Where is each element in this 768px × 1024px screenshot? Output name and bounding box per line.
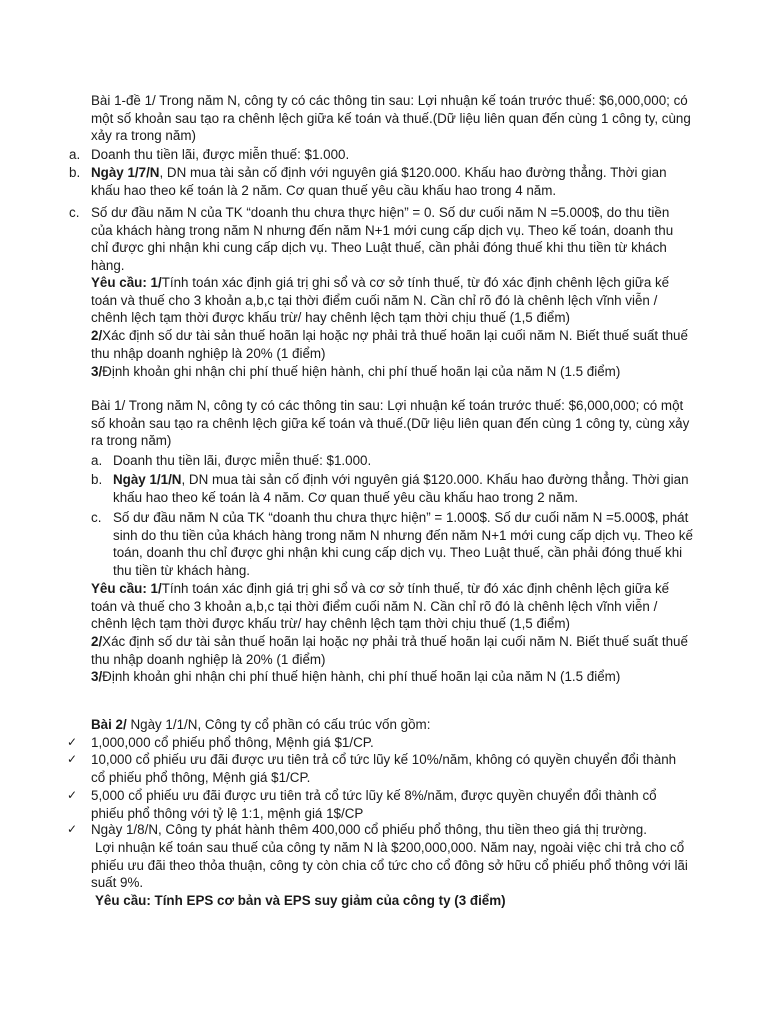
problem2-bullet-1: [67, 734, 691, 752]
problem1-v1-intro: Bài 1-đề 1/ Trong năm N, công ty có các thông tin sau: Lợi nhuận kế toán trước thuế: $6,000,000; có một số khoản sau tạo ra chênh lệch giữa kế toán và thuế.(Dữ liệu liên quan đến cùng 1 công ty, cùng xảy ra trong năm): [91, 93, 691, 144]
item-text: Doanh thu tiền lãi, được miễn thuế: $1.000.: [113, 453, 372, 468]
requirement-text: Xác định số dư tài sản thuế hoãn lại hoặc nợ phải trả thuế hoãn lại cuối năm N. Biết thuế suất thuế thu nhập doanh nghiệp là 20% (1 điểm): [91, 328, 688, 361]
requirement-label: 3/: [91, 669, 103, 684]
requirement-label: 2/: [91, 328, 103, 343]
item-text: Số dư đầu năm N của TK “doanh thu chưa thực hiện” = 1.000$. Số dư cuối năm N =5.000$, phát sinh do thu tiền của khách hàng trong năm N nhưng đến năm N+1 mới cung cấp dịch vụ. Theo kế toán, doanh thu chỉ được ghi nhận khi cung cấp dịch vụ. Theo Luật thuế, cần phải đóng thuế khi thu tiền từ khách hàng.: [113, 510, 693, 578]
item-bold-text: Ngày 1/1/N: [113, 472, 182, 487]
item-text: Số dư đầu năm N của TK “doanh thu chưa thực hiện” = 0. Số dư cuối năm N =5.000$, do thu tiền của khách hàng trong năm N nhưng đến năm N+1 mới cung cấp dịch vụ. Theo kế toán, doanh thu chỉ được ghi nhận khi cung cấp dịch vụ. Theo Luật thuế, cần phải đóng thuế khi thu tiền từ khách hàng.: [91, 205, 674, 273]
problem1-v1-item-b: [69, 164, 691, 199]
list-marker: a.: [69, 147, 81, 162]
problem1-v1-requirement-1: [91, 274, 691, 327]
bullet-text: 1,000,000 cổ phiếu phổ thông, Mệnh giá $1/CP.: [91, 735, 374, 750]
bullet-text: 5,000 cổ phiếu ưu đãi được ưu tiên trả cổ tức lũy kế 8%/năm, được quyền chuyển đổi thành cổ phiếu phổ thông với tỷ lệ 1:1, mệnh giá 1$/CP: [91, 788, 657, 821]
requirement-label: 3/: [91, 364, 103, 379]
list-marker: b.: [91, 472, 103, 487]
list-marker: c.: [91, 510, 102, 525]
requirement-text: Xác định số dư tài sản thuế hoãn lại hoặc nợ phải trả thuế hoãn lại cuối năm N. Biết thuế suất thuế thu nhập doanh nghiệp là 20% (1 điểm): [91, 634, 688, 667]
bullet-text: Ngày 1/8/N, Công ty phát hành thêm 400,000 cổ phiếu phổ thông, thu tiền theo giá thị trường.: [91, 822, 647, 837]
problem1-v1-requirement-3: [91, 363, 691, 381]
problem2-bullet-4: [67, 821, 691, 839]
requirement-label: Yêu cầu: 1/: [91, 275, 162, 290]
problem1-v2-item-b: [91, 471, 693, 506]
problem2-continuation: Lợi nhuận kế toán sau thuế của công ty năm N là $200,000,000. Năm nay, ngoài việc chi trả cho cổ phiếu ưu đãi theo thỏa thuận, công ty còn chia cổ tức cho cổ đông sở hữu cổ phiếu phổ thông với lãi suất 9%.: [91, 840, 688, 891]
problem1-v2-requirement-3: [91, 668, 691, 686]
check-icon: ✓: [67, 735, 78, 749]
bullet-text: 10,000 cổ phiếu ưu đãi được ưu tiên trả cổ tức lũy kế 10%/năm, không có quyền chuyển đổi thành cổ phiếu phổ thông, Mệnh giá $1/CP.: [91, 752, 677, 785]
problem2-bullet-3: [67, 787, 691, 822]
item-text: , DN mua tài sản cố định với nguyên giá $120.000. Khấu hao đường thẳng. Thời gian khấu hao theo kế toán là 2 năm. Cơ quan thuế yêu cầu khấu hao trong 4 năm.: [91, 165, 667, 198]
item-text: , DN mua tài sản cố định với nguyên giá $120.000. Khấu hao đường thẳng. Thời gian khấu hao theo kế toán là 4 năm. Cơ quan thuế yêu cầu khấu hao trong 2 năm.: [113, 472, 689, 505]
check-icon: ✓: [67, 788, 78, 802]
requirement-text: Tính toán xác định giá trị ghi sổ và cơ sở tính thuế, từ đó xác định chênh lệch giữa kế toán và thuế cho 3 khoản a,b,c tại thời điểm cuối năm N. Cần chỉ rõ đó là chênh lệch vĩnh viễn / chênh lệch tạm thời được khấu trừ/ hay chênh lệch tạm thời chịu thuế (1,5 điểm): [91, 275, 670, 326]
problem1-v2-item-c: [91, 509, 693, 579]
check-icon: ✓: [67, 752, 78, 766]
item-bold-text: Ngày 1/7/N: [91, 165, 160, 180]
problem1-v1-requirement-2: [91, 327, 691, 362]
requirement-label: 2/: [91, 634, 103, 649]
problem1-v1-item-a: [69, 146, 691, 164]
problem2-title: [91, 716, 691, 734]
problem1-v2-requirement-2: [91, 633, 691, 668]
problem1-v1-item-c: [69, 204, 691, 274]
requirement-text: Định khoản ghi nhận chi phí thuế hiện hành, chi phí thuế hoãn lại của năm N (1.5 điểm): [102, 364, 621, 379]
problem1-v2-intro: Bài 1/ Trong năm N, công ty có các thông tin sau: Lợi nhuận kế toán trước thuế: $6,000,000; có một số khoản sau tạo ra chênh lệch giữa kế toán và thuế.(Dữ liệu liên quan đến cùng 1 công ty, cùng xảy ra trong năm): [91, 398, 690, 449]
list-marker: a.: [91, 453, 103, 468]
problem2-bullet-2: [67, 751, 691, 786]
requirement-text: Định khoản ghi nhận chi phí thuế hiện hành, chi phí thuế hoãn lại của năm N (1.5 điểm): [102, 669, 621, 684]
list-marker: b.: [69, 165, 81, 180]
problem2-label: Bài 2/: [91, 717, 127, 732]
problem2-title-text: Ngày 1/1/N, Công ty cổ phần có cấu trúc vốn gồm:: [126, 717, 431, 732]
requirement-label: Yêu cầu: 1/: [91, 581, 162, 596]
item-text: Doanh thu tiền lãi, được miễn thuế: $1.000.: [91, 147, 350, 162]
check-icon: ✓: [67, 822, 78, 836]
requirement-text: Tính toán xác định giá trị ghi sổ và cơ sở tính thuế, từ đó xác định chênh lệch giữa kế toán và thuế cho 3 khoản a,b,c tại thời điểm cuối năm N. Cần chỉ rõ đó là chênh lệch vĩnh viễn / chênh lệch tạm thời được khấu trừ/ hay chênh lệch tạm thời chịu thuế (1,5 điểm): [91, 581, 670, 632]
list-marker: c.: [69, 205, 80, 220]
problem1-v2-requirement-1: [91, 580, 691, 633]
problem2-requirement: Yêu cầu: Tính EPS cơ bản và EPS suy giảm của công ty (3 điểm): [95, 893, 506, 908]
problem1-v2-item-a: [91, 452, 693, 470]
